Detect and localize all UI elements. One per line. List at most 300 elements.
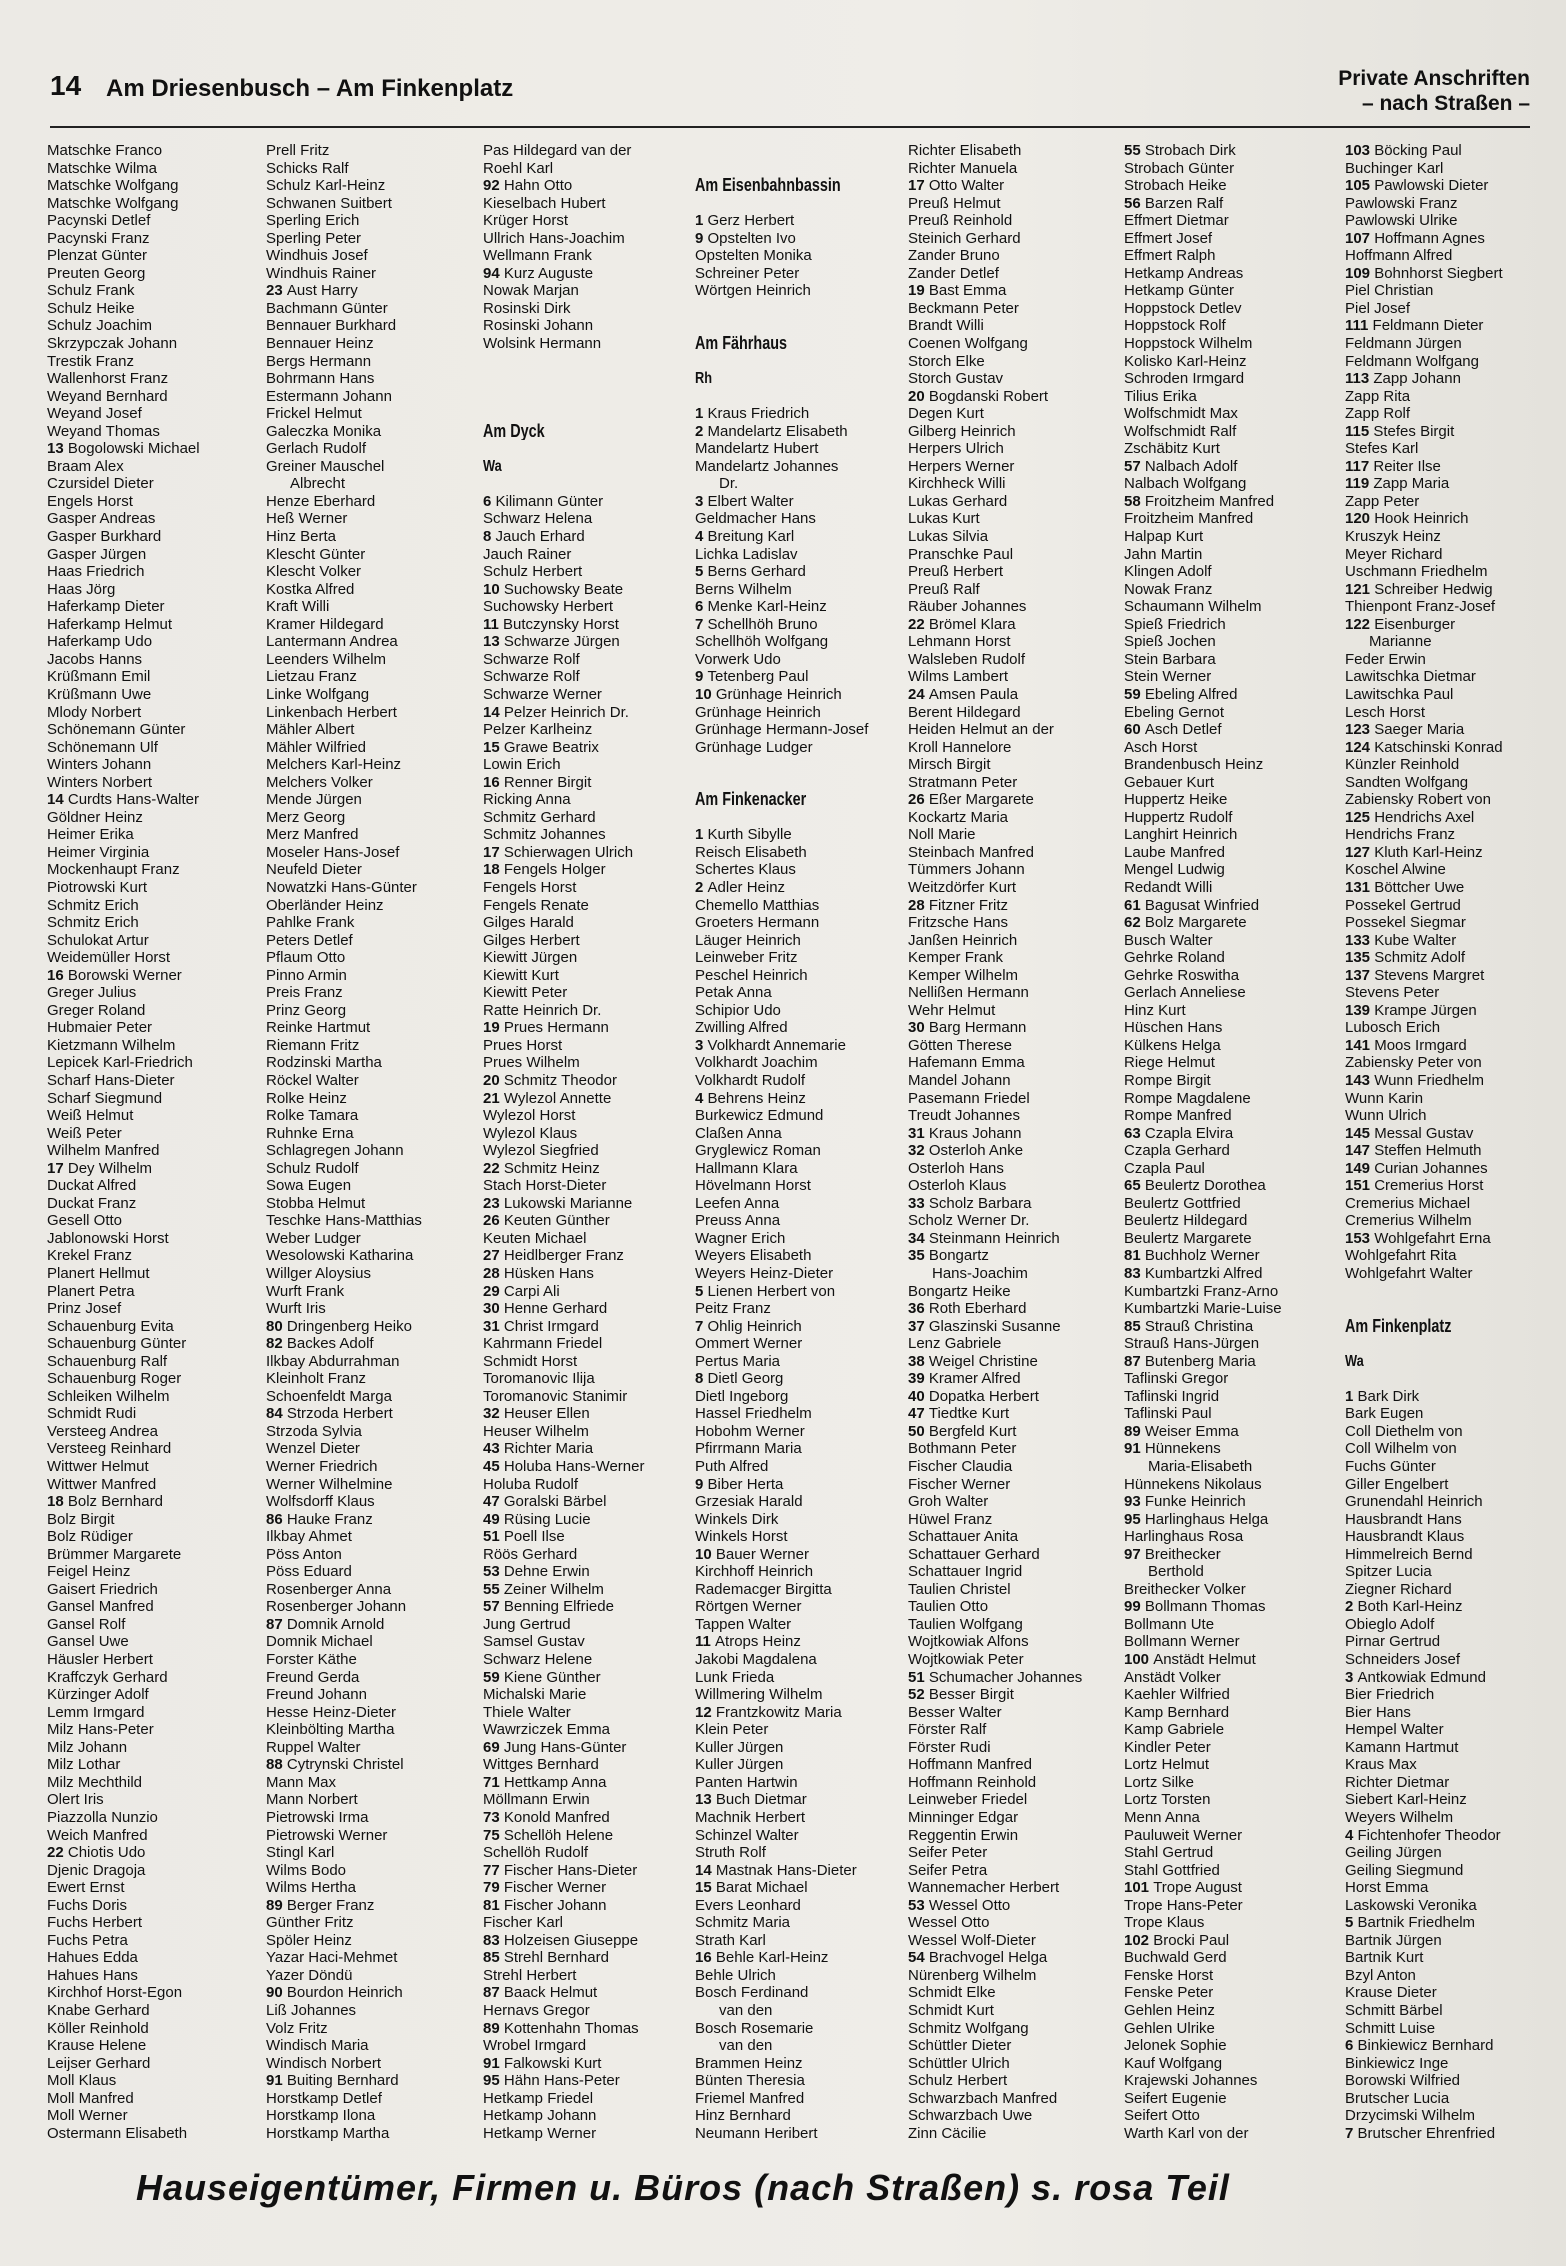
- resident-entry: Läuger Heinrich: [695, 931, 801, 949]
- house-number: 56: [1124, 194, 1145, 212]
- resident-entry: Wunn Ulrich: [1345, 1107, 1427, 1125]
- resident-entry: Wawrziczek Emma: [483, 1721, 610, 1739]
- resident-name: Fischer Hans-Dieter: [503, 1861, 638, 1879]
- resident-name: Opstelten Ivo: [707, 229, 796, 247]
- house-number: 63: [1124, 1124, 1145, 1142]
- resident-name: Cremerius Horst: [1374, 1177, 1484, 1195]
- resident-entry: Mann Max: [266, 1773, 337, 1791]
- resident-entry: Bennauer Burkhard: [266, 317, 397, 335]
- resident-entry: Kietzmann Wilhelm: [47, 1036, 176, 1054]
- house-number: 88: [266, 1756, 287, 1774]
- resident-entry: Beulertz Hildegard: [1124, 1212, 1248, 1230]
- house-number: 90: [266, 1984, 287, 2002]
- resident-entry: Spöler Heinz: [266, 1931, 352, 1949]
- resident-entry: Stach Horst-Dieter: [483, 1177, 607, 1195]
- resident-entry: Pasemann Friedel: [908, 1089, 1030, 1107]
- resident-entry: Weyand Josef: [47, 405, 142, 423]
- resident-entry: Feder Erwin: [1345, 650, 1426, 668]
- house-number: 89: [483, 2019, 504, 2037]
- resident-entry: [908, 1142, 1122, 1160]
- house-number: 38: [908, 1352, 929, 1370]
- resident-entry: Rompe Manfred: [1124, 1107, 1232, 1125]
- resident-entry: [1124, 1265, 1338, 1283]
- resident-entry: Zabiensky Peter von: [1345, 1054, 1482, 1072]
- resident-name: Poell Ilse: [503, 1528, 565, 1546]
- resident-entry: Bongartz Heike: [908, 1282, 1011, 1300]
- house-number: 100: [1124, 1651, 1154, 1669]
- resident-entry: [483, 1405, 697, 1423]
- resident-name: Beulertz Dorothea: [1144, 1177, 1266, 1195]
- resident-name: Grünhage Heinrich: [715, 685, 842, 703]
- resident-entry: Gesell Otto: [47, 1212, 123, 1230]
- resident-entry: Gehrke Roswitha: [1124, 966, 1240, 984]
- resident-name: Heidlberger Franz: [503, 1247, 624, 1265]
- resident-entry: Peters Detlef: [266, 931, 353, 949]
- resident-entry: Schmitz Maria: [695, 1914, 791, 1932]
- resident-entry: Feigel Heinz: [47, 1563, 131, 1581]
- resident-name: Richter Maria: [503, 1440, 594, 1458]
- resident-entry: Krekel Franz: [47, 1247, 133, 1265]
- resident-name: Strobach Dirk: [1144, 142, 1236, 159]
- resident-entry: Pöss Anton: [266, 1545, 342, 1563]
- resident-entry: Schulz Herbert: [483, 563, 583, 581]
- house-number: 91: [1124, 1440, 1145, 1458]
- resident-entry: Freund Johann: [266, 1686, 367, 1704]
- entry-continuation: van den: [719, 2037, 773, 2055]
- resident-entry: Weidemüller Horst: [47, 949, 171, 967]
- house-number: 18: [483, 861, 504, 879]
- resident-entry: Preuten Georg: [47, 264, 146, 282]
- resident-entry: Mähler Albert: [266, 721, 355, 739]
- house-number: 51: [483, 1528, 504, 1546]
- resident-name: Grawe Beatrix: [503, 738, 599, 756]
- resident-entry: [483, 1318, 697, 1336]
- resident-entry: Wurft Frank: [266, 1282, 345, 1300]
- resident-entry: Pflaum Otto: [266, 949, 346, 967]
- resident-entry: Horstkamp Martha: [266, 2124, 390, 2142]
- resident-entry: Matschke Franco: [47, 142, 163, 159]
- section-label-line2: – nach Straßen –: [1361, 92, 1530, 115]
- resident-entry: Besser Walter: [908, 1703, 1002, 1721]
- resident-entry: Windisch Maria: [266, 2037, 369, 2055]
- resident-entry: Mandelartz Hubert: [695, 440, 819, 458]
- resident-entry: Holuba Rudolf: [483, 1475, 579, 1493]
- resident-entry: Nalbach Wolfgang: [1124, 475, 1247, 493]
- resident-entry: Horst Emma: [1345, 1879, 1429, 1897]
- resident-name: Stevens Margret: [1374, 966, 1485, 984]
- resident-entry: Brammen Heinz: [695, 2054, 803, 2072]
- resident-entry: Schmidt Kurt: [908, 2001, 994, 2019]
- resident-entry: Fuchs Petra: [47, 1931, 128, 1949]
- resident-entry: Claßen Anna: [695, 1124, 782, 1142]
- resident-entry: Schauenburg Roger: [47, 1370, 182, 1388]
- house-number: 18: [47, 1493, 68, 1511]
- house-number: 139: [1345, 1001, 1375, 1019]
- resident-entry: Scholz Werner Dr.: [908, 1212, 1030, 1230]
- resident-entry: Grünhage Ludger: [695, 738, 813, 756]
- house-number: 27: [483, 1247, 504, 1265]
- resident-name: Buchholz Werner: [1144, 1247, 1260, 1265]
- resident-entry: Preuß Herbert: [908, 563, 1004, 581]
- resident-name: Steinmann Heinrich: [928, 1229, 1060, 1247]
- house-number: 53: [483, 1563, 504, 1581]
- resident-entry: Cremerius Wilhelm: [1345, 1212, 1472, 1230]
- house-number: 11: [695, 1633, 716, 1651]
- resident-entry: Wurft Iris: [266, 1300, 326, 1318]
- resident-name: Adler Heinz: [707, 878, 786, 896]
- resident-entry: [483, 1949, 697, 1967]
- house-number: 99: [1124, 1598, 1145, 1616]
- resident-entry: Gansel Rolf: [47, 1615, 126, 1633]
- resident-entry: Hinz Bernhard: [695, 2107, 791, 2125]
- resident-entry: Taulien Otto: [908, 1598, 989, 1616]
- resident-entry: Tappen Walter: [695, 1615, 792, 1633]
- resident-entry: [1124, 721, 1338, 739]
- resident-entry: Wellmann Frank: [483, 247, 592, 265]
- resident-entry: Teschke Hans-Matthias: [266, 1212, 422, 1230]
- resident-entry: Schwarzbach Manfred: [908, 2089, 1058, 2107]
- resident-entry: [1345, 1283, 1559, 1301]
- resident-entry: Rompe Magdalene: [1124, 1089, 1251, 1107]
- resident-entry: Lawitschka Dietmar: [1345, 668, 1476, 686]
- resident-name: Brömel Klara: [928, 615, 1016, 633]
- resident-name: Fengels Holger: [503, 861, 606, 879]
- resident-entry: Brümmer Margarete: [47, 1545, 182, 1563]
- house-number: 109: [1345, 264, 1375, 282]
- resident-entry: Geiling Siegmund: [1345, 1861, 1464, 1879]
- resident-entry: Binkiewicz Inge: [1345, 2054, 1449, 2072]
- resident-entry: Roehl Karl: [483, 159, 554, 177]
- resident-name: Schellhöh Bruno: [707, 615, 818, 633]
- resident-entry: [908, 177, 1122, 195]
- resident-entry: Hinz Berta: [266, 528, 337, 546]
- resident-entry: [1345, 2125, 1559, 2143]
- resident-entry: Kiewitt Kurt: [483, 966, 559, 984]
- resident-entry: [47, 967, 261, 985]
- house-number: 20: [908, 387, 929, 405]
- resident-entry: Ziegner Richard: [1345, 1580, 1452, 1598]
- resident-entry: Gerlach Rudolf: [266, 440, 367, 458]
- resident-entry: Schertes Klaus: [695, 861, 796, 879]
- entry-continuation: Berthold: [1148, 1563, 1204, 1581]
- house-number: 17: [47, 1159, 68, 1177]
- resident-name: Moos Irmgard: [1374, 1036, 1467, 1054]
- resident-entry: Wohlgefahrt Rita: [1345, 1247, 1457, 1265]
- resident-entry: Schmidt Horst: [483, 1352, 578, 1370]
- resident-entry: [483, 1072, 697, 1090]
- resident-entry: Schwarz Helena: [483, 510, 593, 528]
- resident-name: Schmitz Theodor: [503, 1071, 617, 1089]
- resident-name: Bergfeld Kurt: [928, 1422, 1017, 1440]
- resident-entry: [266, 1318, 480, 1336]
- resident-name: Biber Herta: [707, 1475, 784, 1493]
- resident-entry: Effmert Dietmar: [1124, 212, 1229, 230]
- house-number: 7: [695, 1317, 708, 1335]
- resident-entry: Ruhnke Erna: [266, 1124, 354, 1142]
- resident-name: Scholz Barbara: [928, 1194, 1032, 1212]
- resident-entry: [266, 1756, 480, 1774]
- resident-name: Prues Hermann: [503, 1019, 609, 1037]
- resident-name: Buch Dietmar: [715, 1791, 807, 1809]
- resident-name: Zapp Johann: [1373, 370, 1461, 388]
- resident-entry: Bosch Ferdinand: [695, 1984, 809, 2002]
- district-code: Wa: [483, 457, 502, 475]
- resident-name: Bast Emma: [928, 282, 1007, 300]
- resident-entry: Hoffmann Reinhold: [908, 1773, 1037, 1791]
- resident-entry: [1345, 1230, 1559, 1248]
- resident-name: Brutscher Ehrenfried: [1357, 2124, 1496, 2142]
- resident-entry: Kirchhoff Heinrich: [695, 1563, 814, 1581]
- resident-entry: Laube Manfred: [1124, 843, 1225, 861]
- resident-entry: Nowak Marjan: [483, 282, 579, 300]
- resident-entry: Jablonowski Horst: [47, 1229, 169, 1247]
- resident-name: Fichtenhofer Theodor: [1357, 1826, 1501, 1844]
- resident-name: Steffen Helmuth: [1374, 1142, 1482, 1160]
- house-number: 8: [695, 1370, 708, 1388]
- resident-entry: Braam Alex: [47, 457, 124, 475]
- house-number: 26: [908, 791, 929, 809]
- resident-entry: Bennauer Heinz: [266, 335, 374, 353]
- resident-entry: Krüger Horst: [483, 212, 569, 230]
- resident-entry: [1345, 1669, 1559, 1687]
- resident-entry: Seifer Peter: [908, 1844, 988, 1862]
- resident-entry: Trestik Franz: [47, 352, 134, 370]
- resident-name: Asch Detlef: [1144, 721, 1222, 739]
- resident-entry: [695, 1318, 909, 1336]
- resident-entry: Bünten Theresia: [695, 2072, 805, 2090]
- resident-entry: [1124, 1932, 1338, 1950]
- house-number: 5: [695, 563, 708, 581]
- resident-name: Barat Michael: [715, 1879, 808, 1897]
- resident-entry: Heuser Wilhelm: [483, 1422, 589, 1440]
- resident-entry: [908, 897, 1122, 915]
- resident-name: Eisenburger: [1374, 615, 1456, 633]
- resident-entry: Haas Jörg: [47, 580, 116, 598]
- resident-name: Brocki Paul: [1153, 1931, 1230, 1949]
- resident-entry: [1124, 1651, 1338, 1669]
- resident-entry: [483, 1019, 697, 1037]
- resident-entry: Windhuis Josef: [266, 247, 368, 265]
- resident-entry: Haferkamp Helmut: [47, 615, 173, 633]
- resident-entry: Obieglo Adolf: [1345, 1615, 1435, 1633]
- resident-entry: Seifer Petra: [908, 1861, 988, 1879]
- resident-entry: Halpap Kurt: [1124, 528, 1204, 546]
- house-number: 87: [266, 1615, 287, 1633]
- house-number: 111: [1345, 317, 1373, 335]
- resident-entry: Zapp Peter: [1345, 492, 1420, 510]
- resident-entry: Hetkamp Friedel: [483, 2089, 594, 2107]
- resident-entry: Puth Alfred: [695, 1458, 769, 1476]
- resident-entry: Zapp Rita: [1345, 387, 1411, 405]
- resident-entry: Breithecker Volker: [1124, 1580, 1246, 1598]
- resident-entry: Stahl Gottfried: [1124, 1861, 1220, 1879]
- house-number: 26: [483, 1212, 504, 1230]
- resident-entry: Treudt Johannes: [908, 1107, 1021, 1125]
- resident-entry: Fenske Horst: [1124, 1966, 1214, 1984]
- resident-entry: [266, 2072, 480, 2090]
- resident-entry: Kirchheck Willi: [908, 475, 1006, 493]
- resident-entry: Greger Roland: [47, 1001, 146, 1019]
- resident-entry: Bartnik Kurt: [1345, 1949, 1424, 1967]
- resident-name: Backes Adolf: [286, 1335, 374, 1353]
- district-code: Rh: [695, 370, 713, 388]
- resident-entry: [266, 1984, 480, 2002]
- resident-entry: [483, 475, 697, 493]
- resident-entry: Schmidt Rudi: [47, 1405, 137, 1423]
- house-number: 117: [1345, 457, 1374, 475]
- resident-entry: Lortz Silke: [1124, 1773, 1195, 1791]
- resident-entry: Horstkamp Ilona: [266, 2107, 376, 2125]
- resident-entry: Nowak Franz: [1124, 580, 1213, 598]
- resident-entry: [695, 1476, 909, 1494]
- house-number: 23: [483, 1194, 504, 1212]
- resident-name: Bolz Bernhard: [67, 1493, 163, 1511]
- house-number: 69: [483, 1738, 504, 1756]
- house-number: 55: [1124, 142, 1145, 159]
- house-number: 3: [1345, 1668, 1358, 1686]
- house-number: 10: [695, 685, 716, 703]
- house-number: 7: [1345, 2124, 1358, 2142]
- resident-name: Dopatka Herbert: [928, 1387, 1039, 1405]
- house-number: 17: [483, 843, 504, 861]
- resident-entry: [908, 1195, 1122, 1213]
- resident-entry: Pirnar Gertrud: [1345, 1633, 1441, 1651]
- house-number: 125: [1345, 808, 1375, 826]
- resident-entry: Schulz Karl-Heinz: [266, 177, 386, 195]
- resident-entry: Thiele Walter: [483, 1703, 571, 1721]
- house-number: 31: [908, 1124, 929, 1142]
- resident-entry: [695, 1704, 909, 1722]
- resident-entry: Possekel Siegmar: [1345, 914, 1466, 932]
- resident-entry: Machnik Herbert: [695, 1808, 806, 1826]
- street-heading: Am Fährhaus: [695, 335, 788, 353]
- resident-name: Hook Heinrich: [1374, 510, 1469, 528]
- resident-entry: Hoffmann Alfred: [1345, 247, 1453, 265]
- resident-entry: [908, 1300, 1122, 1318]
- resident-entry: Klein Peter: [695, 1721, 769, 1739]
- resident-entry: Fischer Werner: [908, 1475, 1011, 1493]
- resident-entry: Pacynski Detlef: [47, 212, 151, 230]
- resident-entry: Hesse Heinz-Dieter: [266, 1703, 397, 1721]
- resident-entry: Weber Ludger: [266, 1229, 361, 1247]
- resident-entry: Matschke Wolfgang: [47, 177, 179, 195]
- entry-continuation: Maria-Elisabeth: [1148, 1458, 1253, 1476]
- resident-name: Schierwagen Ulrich: [503, 843, 634, 861]
- house-number: 23: [266, 282, 287, 300]
- resident-entry: [483, 1195, 697, 1213]
- resident-entry: Moll Werner: [47, 2107, 128, 2125]
- house-number: 37: [908, 1317, 929, 1335]
- resident-entry: Lukas Gerhard: [908, 492, 1008, 510]
- resident-entry: Gilges Herbert: [483, 931, 580, 949]
- resident-entry: Tümmers Johann: [908, 861, 1025, 879]
- resident-entry: Storch Elke: [908, 352, 985, 370]
- resident-name: Osterloh Anke: [928, 1142, 1024, 1160]
- resident-name: Zeiner Wilhelm: [503, 1580, 604, 1598]
- footer-note: Hauseigentümer, Firmen u. Büros (nach Straßen) s. rosa Teil: [136, 2167, 1230, 2208]
- resident-entry: Melchers Karl-Heinz: [266, 756, 402, 774]
- resident-entry: Lukas Silvia: [908, 528, 989, 546]
- resident-entry: Möllmann Erwin: [483, 1791, 590, 1809]
- resident-name: Dehne Erwin: [503, 1563, 590, 1581]
- resident-entry: Rolke Tamara: [266, 1107, 359, 1125]
- resident-entry: [266, 1405, 480, 1423]
- resident-entry: Seifert Otto: [1124, 2107, 1200, 2125]
- resident-entry: Lesch Horst: [1345, 703, 1426, 721]
- resident-entry: Schicks Ralf: [266, 159, 349, 177]
- resident-entry: Reinke Hartmut: [266, 1019, 371, 1037]
- resident-entry: Stahl Gertrud: [1124, 1844, 1214, 1862]
- resident-entry: Steinbach Manfred: [908, 843, 1034, 861]
- house-number: 115: [1345, 422, 1374, 440]
- resident-entry: Geiling Jürgen: [1345, 1844, 1442, 1862]
- resident-entry: Winters Norbert: [47, 773, 153, 791]
- resident-entry: Mende Jürgen: [266, 791, 362, 809]
- resident-entry: Spieß Jochen: [1124, 633, 1216, 651]
- resident-name: Schreiber Hedwig: [1374, 580, 1493, 598]
- resident-entry: Yazer Döndü: [266, 1966, 353, 1984]
- resident-entry: Preis Franz: [266, 984, 343, 1002]
- house-number: 1: [695, 212, 708, 230]
- resident-entry: [1345, 967, 1559, 985]
- resident-entry: Kumbartzki Marie-Luise: [1124, 1300, 1282, 1318]
- resident-entry: Michalski Marie: [483, 1686, 587, 1704]
- resident-entry: [1124, 1318, 1338, 1336]
- house-number: 87: [1124, 1352, 1145, 1370]
- resident-entry: Kemper Frank: [908, 949, 1004, 967]
- resident-entry: Preuß Reinhold: [908, 212, 1013, 230]
- resident-name: Kluth Karl-Heinz: [1374, 843, 1483, 861]
- resident-entry: Beulertz Margarete: [1124, 1229, 1252, 1247]
- resident-entry: Groeters Hermann: [695, 914, 820, 932]
- resident-name: Kube Walter: [1374, 931, 1457, 949]
- resident-entry: [1345, 1370, 1559, 1388]
- resident-entry: Huppertz Rudolf: [1124, 808, 1233, 826]
- house-number: 149: [1345, 1159, 1375, 1177]
- resident-entry: Mlody Norbert: [47, 703, 142, 721]
- resident-entry: Zschäbitz Kurt: [1124, 440, 1220, 458]
- resident-entry: Lortz Helmut: [1124, 1756, 1210, 1774]
- resident-entry: Hetkamp Andreas: [1124, 264, 1244, 282]
- resident-entry: Götten Therese: [908, 1036, 1012, 1054]
- house-number: 22: [483, 1159, 504, 1177]
- resident-entry: Gehlen Heinz: [1124, 2001, 1215, 2019]
- resident-entry: [1345, 721, 1559, 739]
- resident-name: Kilimann Günter: [495, 492, 604, 510]
- resident-name: Carpi Ali: [503, 1282, 560, 1300]
- house-number: 10: [483, 580, 504, 598]
- resident-entry: Plenzat Günter: [47, 247, 148, 265]
- resident-entry: [483, 353, 697, 371]
- resident-entry: Kumbartzki Franz-Arno: [1124, 1282, 1279, 1300]
- resident-entry: Fischer Claudia: [908, 1458, 1013, 1476]
- resident-entry: Stein Barbara: [1124, 650, 1216, 668]
- resident-entry: [483, 528, 697, 546]
- resident-entry: [1124, 1511, 1338, 1529]
- house-number: 107: [1345, 229, 1375, 247]
- resident-name: Keuten Günther: [503, 1212, 610, 1230]
- house-number: 89: [266, 1896, 287, 1914]
- house-number: 59: [483, 1668, 504, 1686]
- resident-entry: Taulien Wolfgang: [908, 1615, 1023, 1633]
- resident-entry: Coenen Wolfgang: [908, 335, 1028, 353]
- resident-entry: Buchwald Gerd: [1124, 1949, 1227, 1967]
- resident-entry: Bier Friedrich: [1345, 1686, 1435, 1704]
- resident-entry: Wolfsdorff Klaus: [266, 1493, 375, 1511]
- house-number: 73: [483, 1808, 504, 1826]
- resident-entry: Milz Hans-Peter: [47, 1721, 154, 1739]
- resident-entry: Kemper Wilhelm: [908, 966, 1019, 984]
